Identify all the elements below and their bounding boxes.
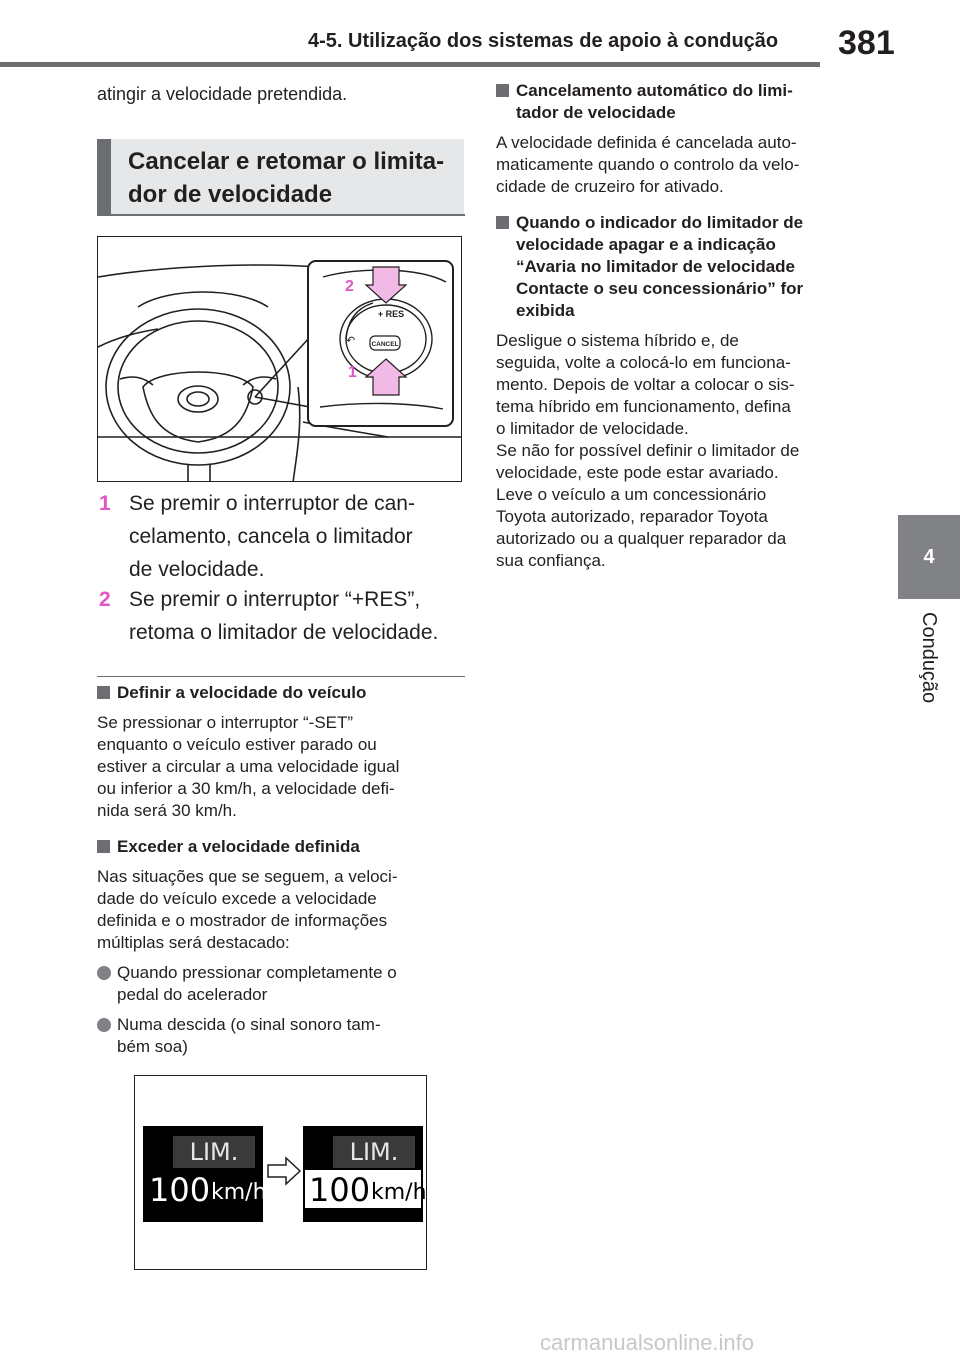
round-bullet-icon	[97, 1018, 111, 1032]
note-line: dade do veículo excede a velocidade	[97, 889, 377, 908]
note-heading-line: Cancelamento automático do limi-	[516, 81, 793, 100]
note-line: ou inferior a 30 km/h, a velocidade defi-	[97, 779, 395, 798]
note-line: Toyota autorizado, reparador Toyota	[496, 507, 768, 526]
note-line: Nas situações que se seguem, a veloci-	[97, 867, 398, 886]
cancel-button-label: CANCEL	[371, 341, 399, 348]
note-heading-line: exibida	[516, 301, 575, 320]
steering-wheel-illustration	[98, 237, 462, 482]
callout-1: 1	[348, 364, 357, 381]
step-number: 1	[99, 492, 111, 515]
chapter-tab-number: 4	[923, 545, 935, 568]
speed-unit: km/h	[211, 1180, 267, 1205]
step-line: Se premir o interruptor “+RES”,	[129, 588, 421, 611]
page-header	[0, 0, 960, 70]
note-line: nida será 30 km/h.	[97, 801, 237, 820]
speed-value: 100	[309, 1171, 371, 1209]
list-item	[97, 962, 469, 1006]
notes-divider	[97, 676, 465, 677]
step-line: Se premir o interruptor de can-	[129, 492, 415, 515]
square-bullet-icon	[97, 686, 110, 699]
speed-display-figure	[134, 1075, 427, 1270]
note-line: cidade de cruzeiro for ativado.	[496, 177, 724, 196]
step-2	[97, 583, 465, 651]
note-line: A velocidade definida é cancelada auto-	[496, 133, 797, 152]
lim-label: LIM.	[173, 1136, 255, 1168]
bullet-line: Quando pressionar completamente o	[117, 963, 397, 982]
square-bullet-icon	[496, 84, 509, 97]
note-line: Desligue o sistema híbrido e, de	[496, 331, 739, 350]
note-heading	[97, 836, 469, 858]
note-heading-line: “Avaria no limitador de velocidade	[516, 257, 796, 276]
bullet-line: pedal do acelerador	[117, 985, 268, 1004]
note-heading-line: velocidade apagar e a indicação	[516, 235, 776, 254]
note-line: mento. Depois de voltar a colocar o sis-	[496, 375, 795, 394]
page-number: 381	[838, 24, 895, 62]
note-line: velocidade, este pode estar avariado.	[496, 463, 779, 482]
square-bullet-icon	[97, 840, 110, 853]
note-line: Se não for possível definir o limitador de	[496, 441, 800, 460]
note-line: Leve o veículo a um concessionário	[496, 485, 767, 504]
note-heading	[97, 682, 469, 704]
note-line: maticamente quando o controlo da velo-	[496, 155, 800, 174]
note-line: o limitador de velocidade.	[496, 419, 689, 438]
speed-unit: km/h	[371, 1180, 427, 1205]
callout-2: 2	[345, 278, 354, 295]
section-title	[128, 145, 468, 211]
list-item	[97, 1014, 469, 1058]
note-line: Se pressionar o interruptor “-SET”	[97, 713, 354, 732]
note-line: sua confiança.	[496, 551, 606, 570]
steering-wheel-figure	[97, 236, 462, 482]
note-heading	[496, 80, 866, 124]
section-heading-rule	[97, 214, 465, 216]
round-bullet-icon	[97, 966, 111, 980]
step-line: de velocidade.	[129, 558, 265, 581]
note-line: seguida, volte a colocá-lo em funciona-	[496, 353, 791, 372]
speed-display-highlighted	[303, 1126, 427, 1222]
section-title-line-1: Cancelar e retomar o limita-	[128, 148, 445, 175]
note-line: estiver a circular a uma velocidade igual	[97, 757, 400, 776]
section-title-line-2: dor de velocidade	[128, 181, 333, 208]
note-heading-line: Quando o indicador do limitador de	[516, 213, 804, 232]
note-heading	[496, 212, 866, 322]
header-rule	[0, 62, 820, 67]
note-paragraph	[97, 866, 469, 954]
note-paragraph	[496, 132, 866, 198]
note-line: múltiplas será destacado:	[97, 933, 290, 952]
res-button-label: + RES	[377, 309, 405, 319]
step-1	[97, 487, 465, 587]
resume-icon: ↶	[346, 334, 356, 347]
left-column	[97, 80, 465, 105]
square-bullet-icon	[496, 216, 509, 229]
lim-label: LIM.	[333, 1136, 415, 1168]
note-line: autorizado ou a qualquer reparador da	[496, 529, 787, 548]
intro-text: atingir a velocidade pretendida.	[97, 84, 348, 104]
note-line: tema híbrido em funcionamento, defina	[496, 397, 791, 416]
speed-display-normal	[143, 1126, 267, 1222]
step-number: 2	[99, 588, 111, 611]
chapter-tab-label: Condução	[918, 612, 940, 704]
note-paragraph	[496, 330, 866, 572]
note-heading-line: tador de velocidade	[516, 103, 676, 122]
note-paragraph	[97, 712, 469, 822]
step-text	[129, 583, 469, 649]
bullet-line: bém soa)	[117, 1037, 188, 1056]
step-line: celamento, cancela o limitador	[129, 525, 413, 548]
arrow-right-icon	[266, 1156, 302, 1186]
chapter-tab[interactable]	[898, 515, 960, 599]
step-text	[129, 487, 469, 586]
speed-value: 100	[149, 1171, 211, 1209]
step-line: retoma o limitador de velocidade.	[129, 621, 439, 644]
note-heading-text: Definir a velocidade do veículo	[117, 683, 367, 702]
bullet-line: Numa descida (o sinal sonoro tam-	[117, 1015, 381, 1034]
section-heading-box	[97, 139, 464, 215]
chapter-title: 4-5. Utilização dos sistemas de apoio à condução	[308, 30, 779, 52]
note-heading-text: Exceder a velocidade definida	[117, 837, 360, 856]
watermark-link[interactable]: carmanualsonline.info	[540, 1330, 755, 1355]
note-line: enquanto o veículo estiver parado ou	[97, 735, 377, 754]
note-heading-line: Contacte o seu concessionário” for	[516, 279, 804, 298]
note-line: definida e o mostrador de informações	[97, 911, 388, 930]
left-notes	[97, 682, 469, 1058]
right-column	[496, 80, 866, 572]
